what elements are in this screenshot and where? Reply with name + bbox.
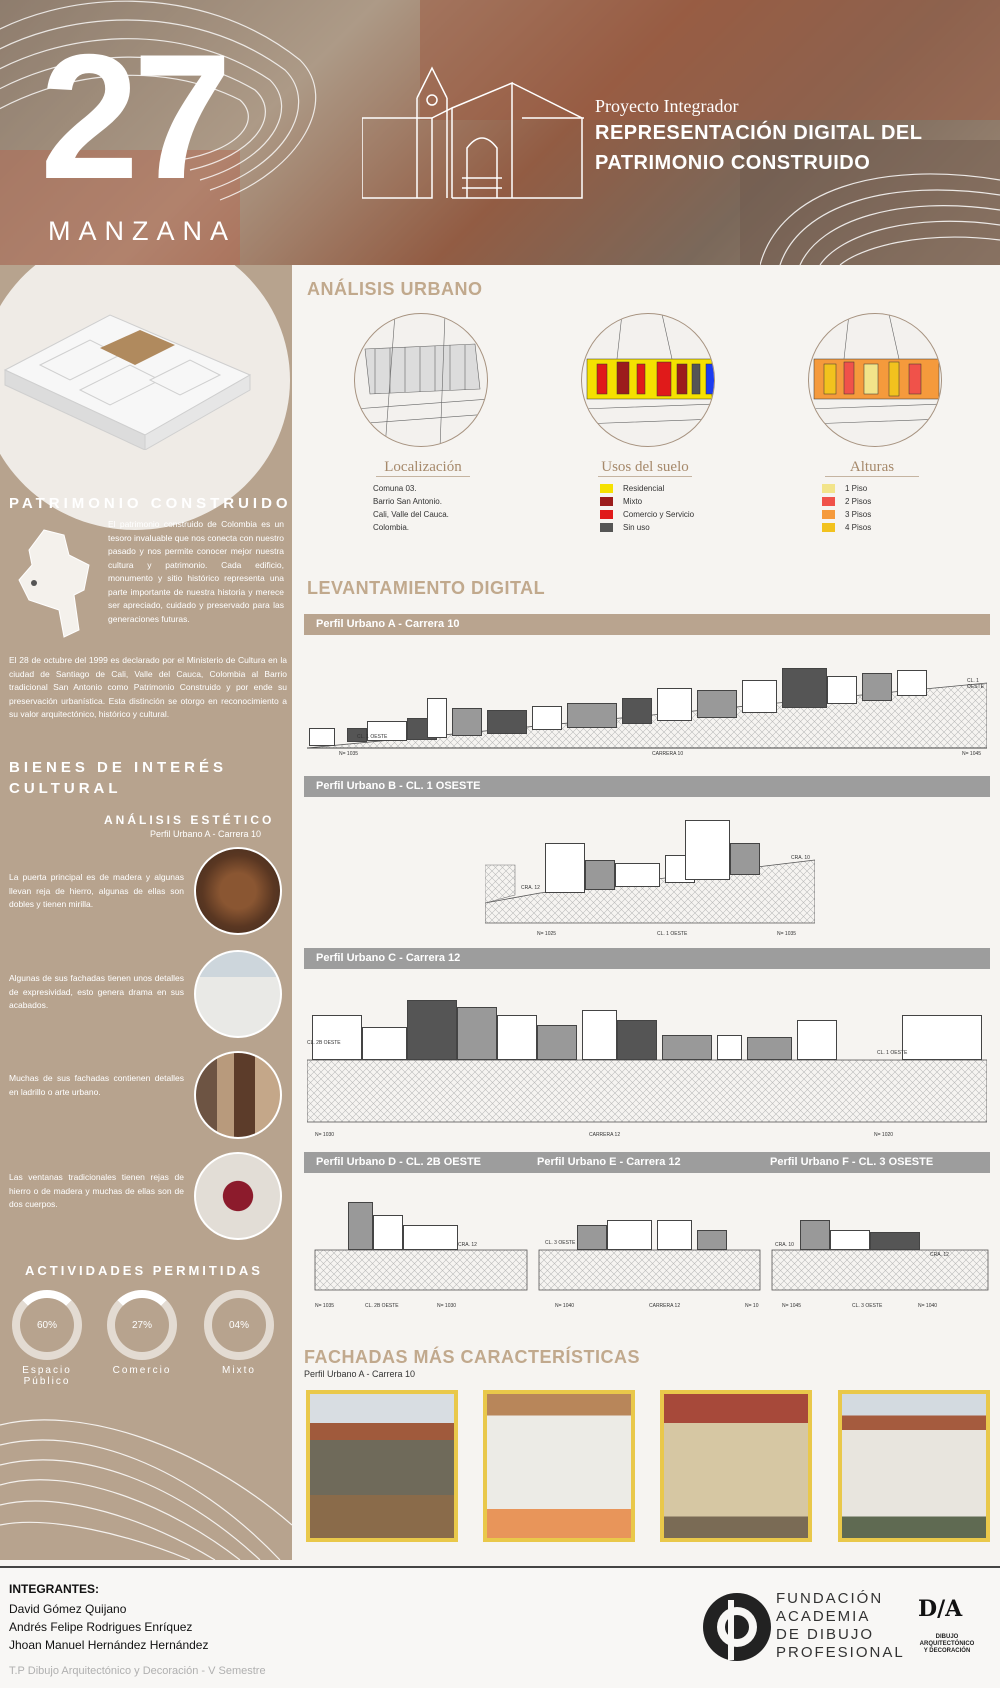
localizacion-line: Cali, Valle del Cauca. xyxy=(373,510,449,519)
profile-e-drawing xyxy=(537,1190,762,1310)
estetico-item-text: Muchas de sus fachadas contienen detalles en ladrillo o arte urbano. xyxy=(9,1073,184,1097)
legend-item: 4 Pisos xyxy=(822,521,871,534)
academia-logo-icon xyxy=(700,1590,775,1665)
activity-label: Espacio Público xyxy=(22,1365,72,1387)
activity-donut: 27% xyxy=(107,1290,177,1360)
legend-item: Comercio y Servicio xyxy=(600,508,694,521)
activity-label: Mixto xyxy=(222,1365,256,1376)
estetico-subtitle: Perfil Urbano A - Carrera 10 xyxy=(150,829,262,839)
facade-photo xyxy=(306,1390,458,1542)
window-photo xyxy=(194,1152,282,1240)
fachadas-subtitle: Perfil Urbano A - Carrera 10 xyxy=(304,1369,416,1379)
profile-annotation: N= 1035 xyxy=(315,1303,335,1309)
profile-c-bar: Perfil Urbano C - Carrera 12 xyxy=(304,948,990,969)
member-name: David Gómez Quijano xyxy=(9,1602,127,1616)
profile-def-bar xyxy=(304,1152,990,1173)
sidebar xyxy=(0,265,292,1560)
member-name: Andrés Felipe Rodrigues Enríquez xyxy=(9,1620,193,1634)
fundacion-line: ACADEMIA xyxy=(776,1608,871,1625)
activity-donut: 04% xyxy=(204,1290,274,1360)
estetico-item-text: Las ventanas tradicionales tienen rejas de hierro o de madera y muchas de ellas son de dos cuerpos. xyxy=(9,1172,184,1209)
members-list xyxy=(9,1600,208,1654)
da-caption xyxy=(912,1634,982,1655)
footer xyxy=(0,1566,1000,1688)
alturas-legend xyxy=(822,482,871,534)
fundacion-line: PROFESIONAL xyxy=(776,1644,905,1661)
profile-annotation: CL. 1 OESTE xyxy=(967,678,984,690)
profile-annotation: N= 1020 xyxy=(874,1132,894,1138)
profile-annotation: N= 1040 xyxy=(918,1303,938,1309)
profile-annotation: N= 10 xyxy=(745,1303,759,1309)
fundacion-line: DE DIBUJO xyxy=(776,1626,875,1643)
profile-annotation: N= 1045 xyxy=(782,1303,802,1309)
profile-a-drawing xyxy=(307,648,987,756)
usos-label: Usos del suelo xyxy=(598,459,692,477)
profile-annotation: CRA. 10 xyxy=(775,1242,794,1248)
profile-annotation: CL. 1 OESTE xyxy=(357,734,388,740)
da-caption-line: ARQUITECTÓNICO xyxy=(919,1641,975,1647)
legend-item: Sin uso xyxy=(600,521,694,534)
facade-photo xyxy=(838,1390,990,1542)
actividades-title: ACTIVIDADES PERMITIDAS xyxy=(25,1263,263,1278)
legend-item: Residencial xyxy=(600,482,694,495)
profile-annotation: N= 1035 xyxy=(777,931,797,937)
profile-annotation: CARRERA 12 xyxy=(589,1132,621,1138)
legend-item: 1 Piso xyxy=(822,482,871,495)
profile-annotation: CL. 3 OESTE xyxy=(545,1240,576,1246)
facade-photo xyxy=(483,1390,635,1542)
profile-annotation: CARRERA 12 xyxy=(649,1303,681,1309)
profile-annotation: N= 1045 xyxy=(962,751,982,757)
profile-annotation: CRA. 12 xyxy=(458,1242,477,1248)
block-number: 27 xyxy=(40,17,226,216)
profile-c-drawing xyxy=(307,995,987,1140)
fachadas-title: FACHADAS MÁS CARACTERÍSTICAS xyxy=(304,1347,641,1367)
header-banner xyxy=(0,0,1000,265)
levantamiento-title: LEVANTAMIENTO DIGITAL xyxy=(307,578,546,598)
localizacion-map xyxy=(354,313,488,447)
da-caption-line: DIBUJO xyxy=(935,1634,959,1640)
profile-annotation: CRA. 12 xyxy=(521,885,540,891)
profile-annotation: CRA. 10 xyxy=(791,855,810,861)
localizacion-line: Colombia. xyxy=(373,523,410,532)
localizacion-label: Localización xyxy=(376,459,470,477)
fundacion-line: FUNDACIÓN xyxy=(776,1590,884,1607)
usos-suelo-map xyxy=(581,313,715,447)
patrimonio-title: PATRIMONIO CONSTRUIDO xyxy=(9,495,292,512)
legend-item: Mixto xyxy=(600,495,694,508)
profile-d-label: Perfil Urbano D - CL. 2B OESTE xyxy=(316,1156,482,1168)
activity-label: Comercio xyxy=(112,1365,172,1376)
legend-item: 3 Pisos xyxy=(822,508,871,521)
member-name: Jhoan Manuel Hernández Hernández xyxy=(9,1638,209,1652)
profile-f-label: Perfil Urbano F - CL. 3 OSESTE xyxy=(770,1156,934,1168)
profile-annotation: N= 1030 xyxy=(437,1303,457,1309)
usos-legend xyxy=(600,482,694,534)
profile-d-drawing xyxy=(313,1190,528,1310)
localizacion-lines xyxy=(373,482,449,534)
profile-annotation: CL. 1 OESTE xyxy=(657,931,688,937)
profile-annotation: CRA. 12 xyxy=(930,1252,949,1258)
da-logo: D/A xyxy=(918,1596,963,1622)
localizacion-line: Barrio San Antonio. xyxy=(373,497,442,506)
bienes-title: BIENES DE INTERÉS CULTURAL xyxy=(9,759,228,797)
localizacion-line: Comuna 03. xyxy=(373,484,417,493)
activity-donut: 60% xyxy=(12,1290,82,1360)
profile-annotation: CL. 2B OESTE xyxy=(307,1040,341,1046)
patrimonio-paragraph-2: El 28 de octubre del 1999 es declarado por el Ministerio de Cultura en la ciudad de Santiago de Cali, Valle del Cauca, Colombia al Barrio tradicional San Antonio como Patrimonio Construido y por ende su preservación urbanística. Esta distinción se otorgo en reconocimiento a su valor arquitectónico, histórico y cultural. xyxy=(9,655,287,719)
profile-annotation: CL. 2B OESTE xyxy=(365,1303,399,1309)
project-subtitle: Proyecto Integrador xyxy=(595,96,739,116)
profile-annotation: N= 1040 xyxy=(555,1303,575,1309)
estetico-item-text: Algunas de sus fachadas tienen unos detalles de expresividad, esto genera drama en sus acabados. xyxy=(9,973,184,1010)
profile-a-bar: Perfil Urbano A - Carrera 10 xyxy=(304,614,990,635)
patrimonio-paragraph-1: El patrimonio construido de Colombia es un tesoro invaluable que nos conecta con nuestro pasado y nos permite conocer mejor nuestra cultura y patrimonio. Cada edificio, monumento y sitio histórico representa una parte importante de nuestra historia y merece ser apreciado, cuidado y preservado para las generaciones futuras. xyxy=(108,519,284,624)
fundacion-text xyxy=(776,1590,905,1662)
alturas-map xyxy=(808,313,942,447)
profile-annotation: N= 1035 xyxy=(339,751,359,757)
profile-annotation: N= 1030 xyxy=(315,1132,335,1138)
profile-annotation: CL. 1 OESTE xyxy=(877,1050,908,1056)
manzana-label: MANZANA xyxy=(48,216,237,246)
model-3d-image xyxy=(0,265,290,530)
analisis-title: ANÁLISIS URBANO xyxy=(307,279,483,299)
course-label: T.P Dibujo Arquitectónico y Decoración - V Semestre xyxy=(9,1665,266,1677)
project-title: REPRESENTACIÓN DIGITAL DEL PATRIMONIO CONSTRUIDO xyxy=(595,122,923,174)
profile-f-drawing xyxy=(770,1190,990,1310)
facade-photo xyxy=(660,1390,812,1542)
integrantes-label: INTEGRANTES: xyxy=(9,1582,99,1596)
church-line-icon xyxy=(362,58,584,200)
brick-facade-photo xyxy=(194,1051,282,1139)
contour-lines-decor xyxy=(0,1405,292,1560)
estetico-item-text: La puerta principal es de madera y algunas llevan reja de hierro, algunas de ellas son dobles y tienen mirilla. xyxy=(9,872,184,909)
profile-b-drawing xyxy=(485,815,815,940)
facade-detail-photo xyxy=(194,950,282,1038)
profile-b-bar: Perfil Urbano B - CL. 1 OSESTE xyxy=(304,776,990,797)
profile-annotation: CL. 3 OESTE xyxy=(852,1303,883,1309)
profile-e-label: Perfil Urbano E - Carrera 12 xyxy=(537,1156,681,1168)
door-photo xyxy=(194,847,282,935)
colombia-map-icon xyxy=(14,525,94,640)
profile-annotation: N= 1025 xyxy=(537,931,557,937)
legend-item: 2 Pisos xyxy=(822,495,871,508)
profile-annotation: CARRERA 10 xyxy=(652,751,684,757)
block-model-3d xyxy=(0,280,260,450)
alturas-label: Alturas xyxy=(825,459,919,477)
estetico-title: ANÁLISIS ESTÉTICO xyxy=(104,813,275,827)
da-caption-line: Y DECORACIÓN xyxy=(923,1648,971,1654)
